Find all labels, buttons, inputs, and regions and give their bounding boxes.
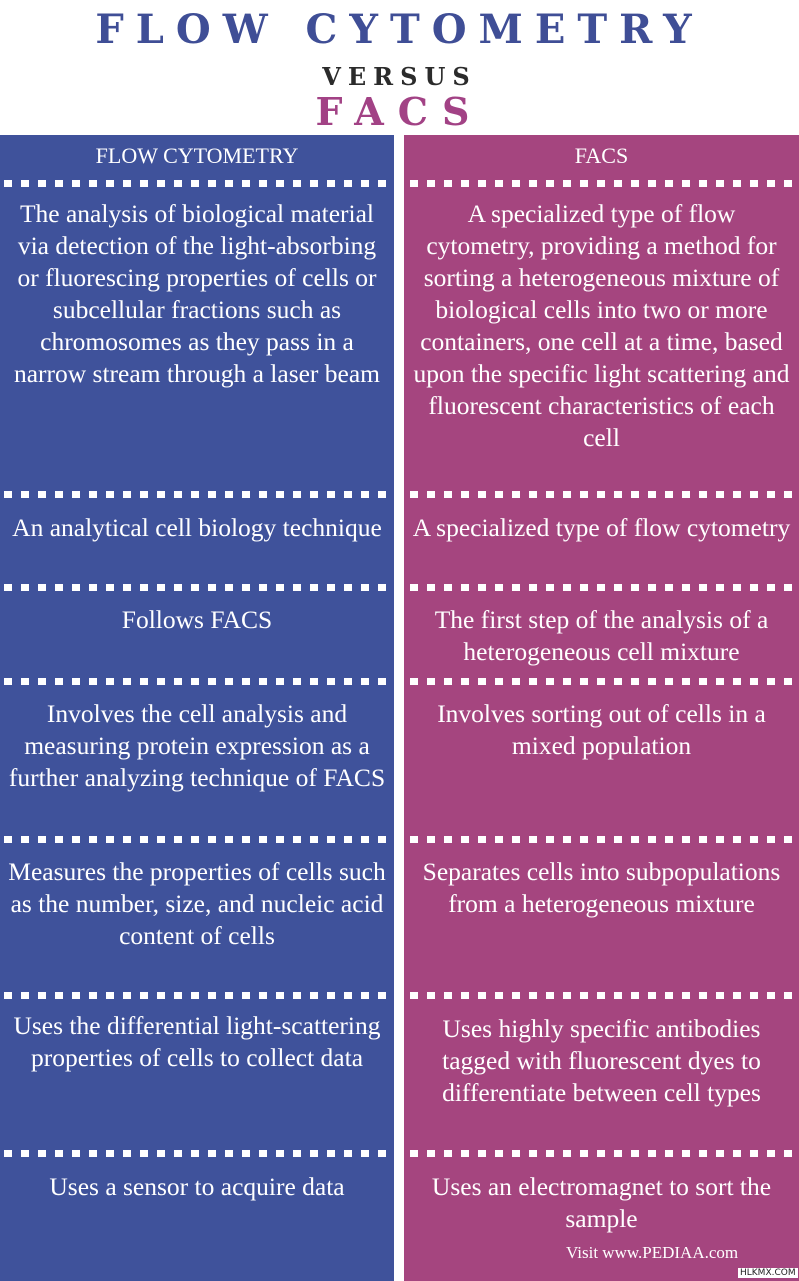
row-divider [410,678,796,685]
watermark: HLKMX.COM [740,1268,796,1278]
row-divider [4,992,390,999]
right-column-header: FACS [574,143,629,168]
footer-credit: Visit www.PEDIAA.com [566,1243,739,1262]
main-title: FLOW CYTOMETRY [95,6,704,53]
row-divider [410,992,796,999]
left-column-header: FLOW CYTOMETRY [95,143,299,168]
left-cell-1: The analysis of biological material via detection of the light-absorbing or fluorescing properties of cells or subcellular fractions such as chromosomes as they pass in a narrow stream through a laser beam [13,199,381,388]
row-divider [410,836,796,843]
row-divider [410,584,796,591]
right-cell-6: Uses highly specific antibodies tagged with fluorescent dyes to differentiate between cell types [442,1014,761,1107]
left-cell-6: Uses the differential light-scattering properties of cells to collect data [13,1011,381,1072]
row-divider [4,1150,390,1157]
right-cell-3: The first step of the analysis of a heterogeneous cell mixture [434,605,769,666]
left-cell-3: Follows FACS [121,605,273,634]
left-cell-2: An analytical cell biology technique [12,513,382,542]
right-cell-1: A specialized type of flow cytometry, providing a method for sorting a heterogeneous mixture of biological cells into two or more containers, one cell at a time, based upon the specific light scattering and fluorescent characteristics of each cell [413,199,790,452]
left-cell-4: Involves the cell analysis and measuring protein expression as a further analyzing technique of FACS [8,699,386,792]
left-cell-5: Measures the properties of cells such as the number, size, and nucleic acid content of cells [8,857,386,950]
right-cell-4: Involves sorting out of cells in a mixed population [437,699,766,760]
left-cell-7: Uses a sensor to acquire data [49,1172,345,1201]
row-divider [410,180,796,187]
right-cell-7: Uses an electromagnet to sort the sample [431,1172,772,1233]
right-cell-2: A specialized type of flow cytometry [412,513,791,542]
row-divider [4,584,390,591]
right-cell-5: Separates cells into subpopulations from a heterogeneous mixture [422,857,781,918]
row-divider [410,491,796,498]
row-divider [4,678,390,685]
row-divider [4,491,390,498]
row-divider [4,836,390,843]
row-divider [410,1150,796,1157]
row-divider [4,180,390,187]
title-block [0,0,799,135]
second-title: FACS [315,89,484,134]
versus-label: VERSUS [322,62,477,91]
